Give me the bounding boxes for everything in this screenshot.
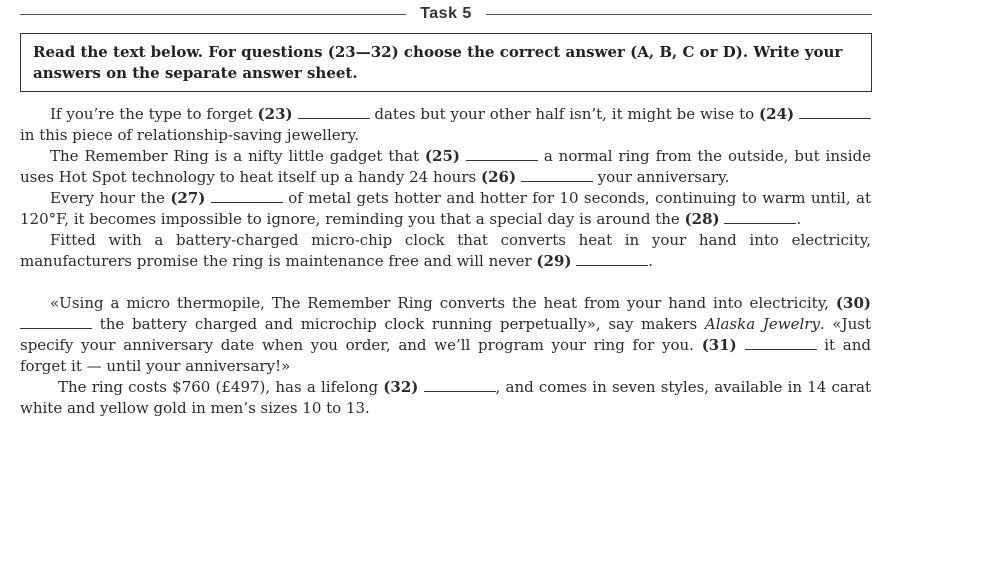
paragraph-5 (20, 293, 871, 377)
reading-passage (20, 104, 871, 419)
answer-blank-25 (466, 148, 538, 161)
answer-blank-31 (745, 337, 817, 350)
text-run: your anniversary. (592, 168, 730, 186)
text-run: «Using a micro thermopile, The Remember Ring converts the heat from your hand into electricity, (50, 294, 836, 312)
task-header (20, 2, 872, 26)
text-run: . «Just specify your anniversary date when you order, and we’ll program your ring for you. (20, 315, 871, 354)
question-number-27: (27) (170, 189, 206, 207)
question-number-25: (25) (424, 147, 460, 165)
text-run: The Remember Ring is a nifty little gadget that (50, 147, 425, 165)
header-rule-right (486, 14, 872, 15)
text-run: The ring costs $760 (£497), has a lifelong (58, 378, 384, 396)
question-number-31: (31) (701, 336, 737, 354)
paragraph-6 (20, 377, 871, 419)
text-run: a normal ring from the outside, but inside uses Hot Spot technology to heat itself up a handy 24 hours (20, 147, 871, 186)
answer-blank-27 (211, 190, 283, 203)
instructions-text: Read the text below. For questions (23—32) choose the correct answer (A, B, C or D). Write your answers on the separate answer sheet. (33, 43, 843, 82)
answer-blank-26 (521, 169, 593, 182)
text-run: Every hour the (50, 189, 171, 207)
answer-blank-30 (20, 316, 92, 329)
question-number-32: (32) (383, 378, 419, 396)
paragraph-1 (20, 104, 871, 146)
answer-blank-29 (576, 253, 648, 266)
text-run: of metal gets hotter and hotter for 10 seconds, continuing to warm until, at 120°F, it becomes impossible to ignore, reminding you that a special day is around the (20, 189, 871, 228)
text-run: the battery charged and microchip clock running perpetually», say makers (92, 315, 705, 333)
paragraph-4 (20, 230, 871, 272)
answer-blank-32 (424, 379, 496, 392)
instructions-box (20, 33, 872, 92)
question-number-29: (29) (536, 252, 572, 270)
question-number-30: (30) (835, 294, 871, 312)
text-run: If you’re the type to forget (50, 105, 258, 123)
brand-name: Alaska Jewelry (704, 315, 820, 333)
text-run: Fitted with a battery-charged micro-chip clock that converts heat in your hand into electricity, manufacturers promise the ring is maintenance free and will never (20, 231, 871, 270)
text-run: , and comes in seven styles, available in 14 carat white and yellow gold in men’s sizes 10 to 13. (20, 378, 871, 417)
answer-blank-23 (298, 106, 370, 119)
text-run: dates but your other half isn’t, it might be wise to (369, 105, 760, 123)
text-run: . (796, 210, 802, 228)
text-run: it and forget it — until your anniversary!» (20, 336, 871, 375)
header-rule-left (20, 14, 406, 15)
task-title: Task 5 (420, 5, 472, 22)
question-number-28: (28) (684, 210, 720, 228)
paragraph-2 (20, 146, 871, 188)
question-number-26: (26) (480, 168, 517, 186)
text-run: in this piece of relationship-saving jewellery. (20, 126, 360, 144)
question-number-23: (23) (257, 105, 293, 123)
answer-blank-24 (799, 106, 871, 119)
answer-blank-28 (724, 211, 796, 224)
paragraph-3 (20, 188, 871, 230)
text-run: . (648, 252, 654, 270)
question-number-24: (24) (759, 105, 795, 123)
